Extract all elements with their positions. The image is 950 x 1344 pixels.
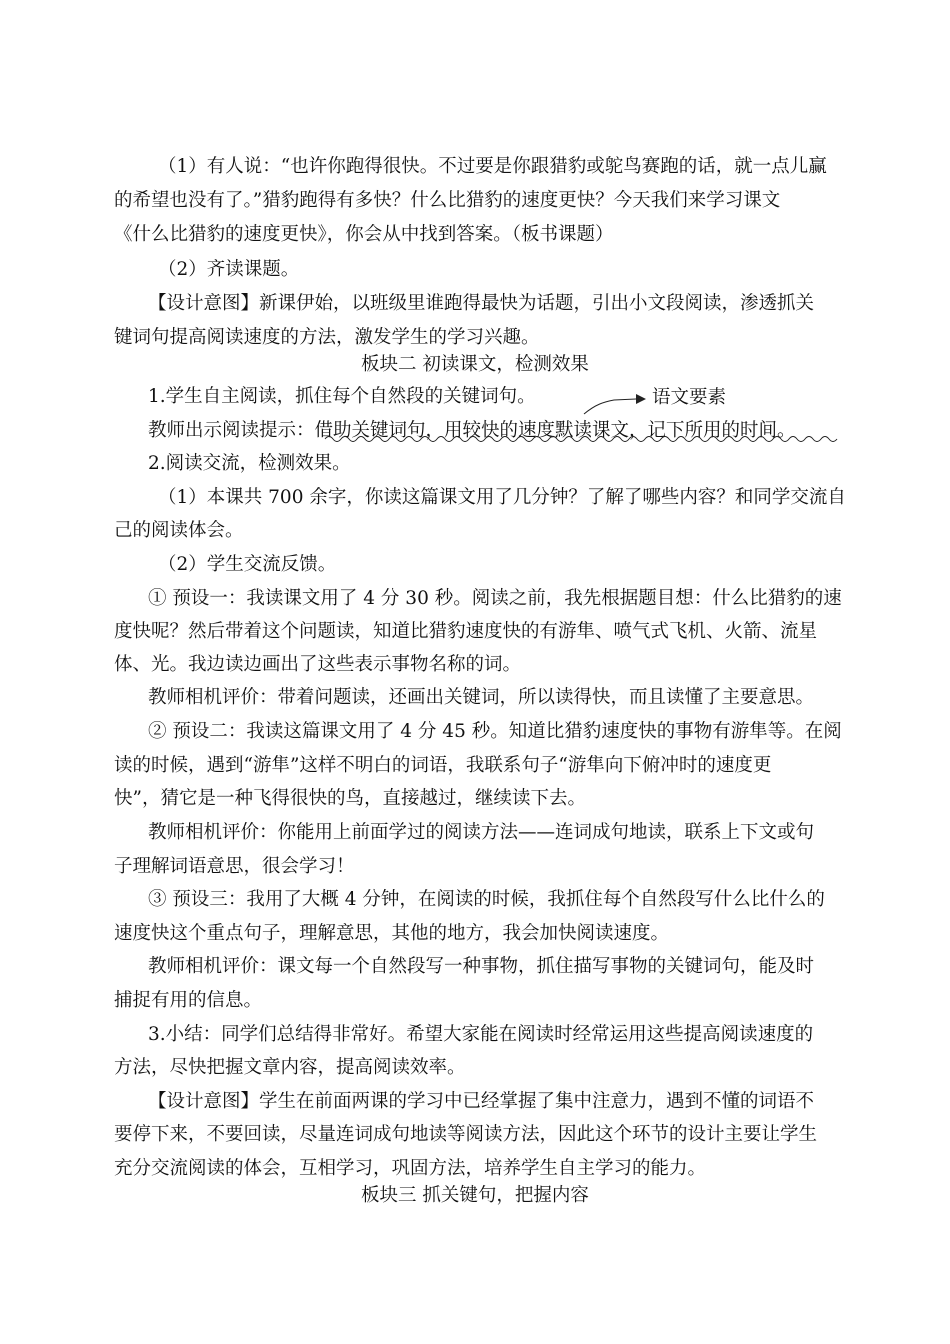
design-intent-line: 要停下来，不要回读，尽量连词成句地读等阅读方法，因此这个环节的设计主要让学生 <box>114 1124 818 1145</box>
preset-line: ① 预设一：我读课文用了 4 分 30 秒。阅读之前，我先根据题目想：什么比猎豹的速 <box>148 588 842 609</box>
preset-line: ② 预设二：我读这篇课文用了 4 分 45 秒。知道比猎豹速度快的事物有游隼等。在阅 <box>148 721 842 742</box>
paragraph-line: 1.学生自主阅读，抓住每个自然段的关键词句。 <box>148 386 536 407</box>
preset-line: 读的时候，遇到“游隼”这样不明白的词语，我联系句子“游隼向下俯冲时的速度更 <box>114 755 772 776</box>
paragraph-line: 2.阅读交流，检测效果。 <box>148 453 351 474</box>
section-heading: 板块二 初读课文，检测效果 <box>361 354 589 375</box>
paragraph-line: 《什么比猎豹的速度更快》，你会从中找到答案。（板书课题） <box>114 224 614 245</box>
section-heading: 板块三 抓关键句，把握内容 <box>361 1185 589 1206</box>
paragraph-line: 己的阅读体会。 <box>114 520 244 541</box>
teacher-comment-line: 捕捉有用的信息。 <box>114 990 263 1011</box>
preset-line: ③ 预设三：我用了大概 4 分钟，在阅读的时候，我抓住每个自然段写什么比什么的 <box>148 889 825 910</box>
design-intent-line: 【设计意图】学生在前面两课的学习中已经掌握了集中注意力，遇到不懂的词语不 <box>148 1091 815 1112</box>
design-intent-line: 充分交流阅读的体会，互相学习，巩固方法，培养学生自主学习的能力。 <box>114 1158 707 1179</box>
paragraph-line: 教师出示阅读提示：借助关键词句，用较快的速度默读课文，记下所用的时间。 <box>148 420 796 441</box>
design-intent-line: 【设计意图】新课伊始，以班级里谁跑得最快为话题，引出小文段阅读，渗透抓关 <box>148 293 815 314</box>
teacher-comment-line: 教师相机评价：带着问题读，还画出关键词，所以读得快，而且读懂了主要意思。 <box>148 687 815 708</box>
preset-line: 体、光。我边读边画出了这些表示事物名称的词。 <box>114 654 522 675</box>
preset-line: 快”，猜它是一种飞得很快的鸟，直接越过，继续读下去。 <box>114 788 586 809</box>
paragraph-line: （1）有人说：“也许你跑得很快。不过要是你跟猎豹或鸵鸟赛跑的话，就一点儿赢 <box>158 156 827 177</box>
paragraph-line: （1）本课共 700 余字，你读这篇课文用了几分钟？了解了哪些内容？和同学交流自 <box>158 487 846 508</box>
preset-line: 速度快这个重点句子，理解意思，其他的地方，我会加快阅读速度。 <box>114 923 670 944</box>
teacher-comment-line: 教师相机评价：课文每一个自然段写一种事物，抓住描写事物的关键词句，能及时 <box>148 956 815 977</box>
teacher-comment-line: 教师相机评价：你能用上前面学过的阅读方法——连词成句地读，联系上下文或句 <box>148 822 815 843</box>
paragraph-line: （2）齐读课题。 <box>158 259 300 280</box>
summary-line: 方法，尽快把握文章内容，提高阅读效率。 <box>114 1057 466 1078</box>
annotation-label: 语文要素 <box>652 387 727 408</box>
preset-line: 度快呢？然后带着这个问题读，知道比猎豹速度快的有游隼、喷气式飞机、火箭、流星 <box>114 621 818 642</box>
design-intent-line: 键词句提高阅读速度的方法，激发学生的学习兴趣。 <box>114 327 540 348</box>
summary-line: 3.小结：同学们总结得非常好。希望大家能在阅读时经常运用这些提高阅读速度的 <box>148 1024 814 1045</box>
paragraph-line: 的希望也没有了。”猎豹跑得有多快？什么比猎豹的速度更快？今天我们来学习课文 <box>114 190 781 211</box>
paragraph-line: （2）学生交流反馈。 <box>158 554 337 575</box>
teacher-comment-line: 子理解词语意思，很会学习！ <box>114 856 355 877</box>
